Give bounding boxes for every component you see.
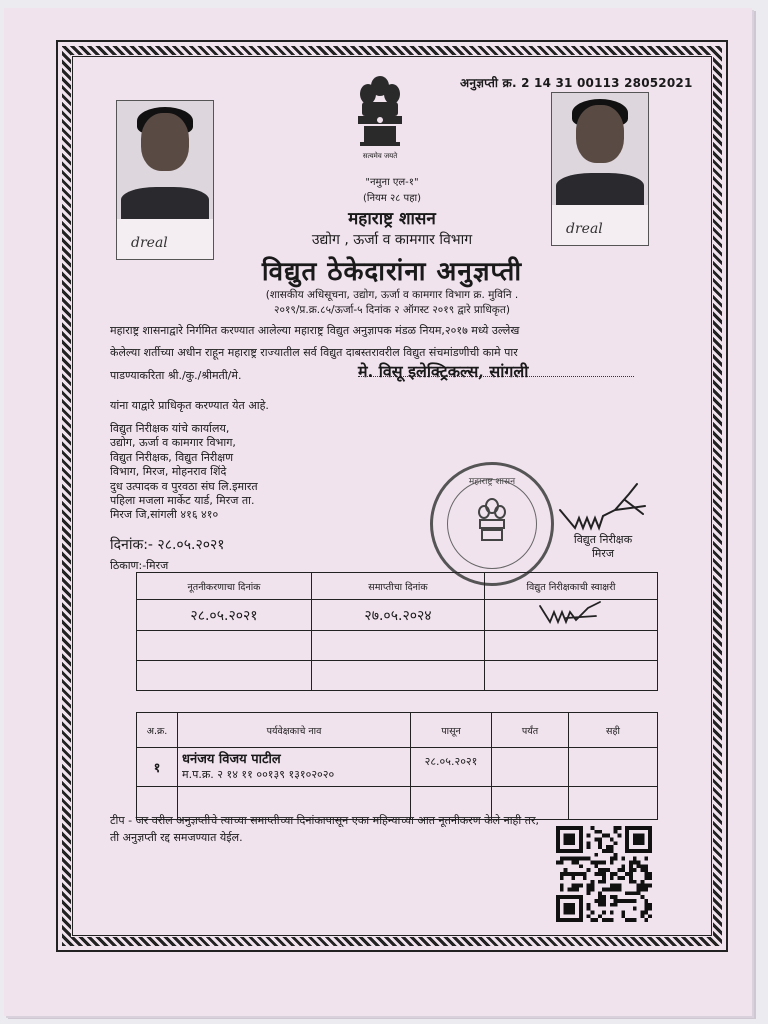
column-header: सही [569, 713, 658, 748]
column-header: विद्युत निरीक्षकाची स्वाक्षरी [485, 573, 658, 600]
address-line: उद्योग, ऊर्जा व कामगार विभाग, [110, 436, 236, 450]
qr-code-icon [556, 826, 652, 922]
renewal-date-cell: २८.०५.२०२१ [137, 600, 312, 631]
table-header-row [137, 713, 658, 748]
government-heading: महाराष्ट्र शासन [348, 209, 436, 229]
table-row [137, 600, 658, 631]
authority-reference-line2: २०१९/प्र.क्र.८५/ऊर्जा-५ दिनांक २ ऑगस्ट २०१९ द्वारे प्राधिकृत) [274, 304, 510, 316]
photo-image [552, 93, 648, 205]
supervisor-registration: म.प.क्र. २ १४ ११ ००१३९ १३१०२०२० [182, 768, 335, 781]
photo-signature: dreal [566, 221, 603, 237]
supervisor-table [136, 712, 658, 820]
address-line: दुध उत्पादक व पुरवठा संघ लि.इमारत [110, 479, 258, 493]
sign-cell [569, 748, 658, 787]
renewal-signature [536, 600, 606, 626]
address-line: मिरज जि,सांगली ४१६ ४१० [110, 508, 219, 522]
column-header: समाप्तीचा दिनांक [312, 573, 485, 600]
from-date-cell: २८.०५.२०२१ [411, 748, 492, 787]
expiry-date-cell: २७.०५.२०२४ [312, 600, 485, 631]
footnote: टीप - जर वरील अनुज्ञप्तीचे त्याच्या समाप्तीच्या दिनांकापासून एका महिन्याच्या आत नूतनीकरण केले नाही तर, ती अनुज्ञप्ती रद्द समजण्यात येईल. [110, 814, 539, 844]
licensee-dotted-line [358, 376, 634, 377]
body-text-line1: महाराष्ट्र शासनाद्वारे निर्गमित करण्यात आलेल्या महाराष्ट्र विद्युत अनुज्ञापक मंडळ नियम,२०१७ मध्ये उल्लेख [110, 324, 520, 337]
body-text-line3-prefix: पाडण्याकरिता श्री./कु./श्रीमती/मे. [110, 369, 242, 382]
form-number: "नमुना एल-१" [365, 177, 419, 188]
table-header-row [137, 573, 658, 600]
national-emblem-icon [350, 72, 410, 152]
column-header: नूतनीकरणाचा दिनांक [137, 573, 312, 600]
to-date-cell [492, 748, 569, 787]
issuer-address [110, 422, 258, 523]
stamp-text: महाराष्ट्र शासन [468, 477, 516, 487]
address-line: विद्युत निरीक्षक, विद्युत निरीक्षण [110, 450, 234, 464]
serial-cell: १ [137, 748, 178, 787]
inspector-designation: विद्युत निरीक्षक मिरज [573, 533, 633, 560]
supervisor-name: धनंजय विजय पाटील [182, 752, 281, 767]
licensee-name: मे. विसू इलेक्ट्रिकल्स, सांगली [358, 362, 529, 381]
address-line: विभाग, मिरज, मोहनराव शिंदे [110, 465, 227, 479]
column-header: पर्यंत [492, 713, 569, 748]
supervisor-name-cell [178, 748, 411, 787]
address-line: विद्युत निरीक्षक यांचे कार्यालय, [110, 422, 230, 435]
column-header: पर्यवेक्षकाचे नाव [178, 713, 411, 748]
signature-cell [485, 600, 658, 631]
table-row [137, 661, 658, 691]
table-row [137, 631, 658, 661]
body-text-line4: यांना याद्वारे प्राधिकृत करण्यात येत आहे. [110, 399, 269, 412]
address-line: पहिला मजला मार्केट यार्ड, मिरज ता. [110, 494, 255, 508]
column-header: अ.क्र. [137, 713, 178, 748]
issue-place: ठिकाण:-मिरज [110, 559, 169, 572]
emblem-motto: सत्यमेव जयते [362, 152, 398, 160]
body-text-line2: केलेल्या शर्तीच्या अधीन राहून महाराष्ट्र राज्यातील सर्व विद्युत दाबस्तरावरील विद्युत संचमांडणीची कामे पार [110, 346, 518, 359]
rule-reference: (नियम २८ पहा) [362, 193, 422, 204]
photo-signature: dreal [131, 235, 168, 251]
issue-date: दिनांक:- २८.०५.२०२१ [110, 537, 225, 553]
renewal-table [136, 572, 658, 691]
table-row [137, 748, 658, 787]
department-heading: उद्योग , ऊर्जा व कामगार विभाग [311, 232, 473, 248]
license-number: अनुज्ञप्ती क्र. 2 14 31 00113 28052021 [460, 76, 693, 90]
inspector-signature [555, 480, 655, 540]
stamp-emblem-icon [472, 496, 512, 546]
certificate-title: विद्युत ठेकेदारांना अनुज्ञप्ती [261, 257, 523, 287]
column-header: पासून [411, 713, 492, 748]
authority-reference-line1: (शासकीय अधिसूचना, उद्योग, ऊर्जा व कामगार विभाग क्र. मुविनि . [265, 289, 519, 301]
